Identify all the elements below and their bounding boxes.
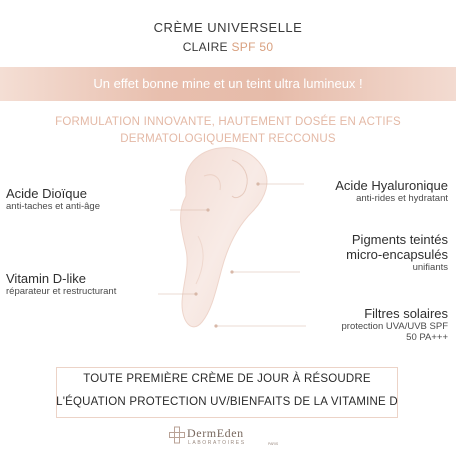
ingredient-desc: unifiants: [412, 262, 448, 273]
ingredient-desc: réparateur et restructurant: [6, 286, 117, 297]
ingredient-name: Vitamin D-like: [6, 271, 86, 286]
brand-tagline: LABORATOIRES: [188, 440, 246, 446]
claim-line-2: L'ÉQUATION PROTECTION UV/BIENFAITS DE LA VITAMINE D: [56, 396, 398, 408]
formula-line-2: DERMATOLOGIQUEMENT RECCONUS: [120, 133, 336, 145]
ingredient-acide-dioique: [6, 186, 100, 212]
ingredient-desc-line-1: protection UVA/UVB SPF: [341, 321, 448, 332]
ingredient-desc: anti-taches et anti-âge: [6, 201, 101, 212]
ingredient-name-line-1: Pigments teintés: [351, 232, 448, 247]
ingredient-name: Filtres solaires: [364, 306, 448, 321]
ingredient-desc-line-2: 50 PA+++: [406, 332, 448, 343]
ingredient-desc: anti-rides et hydratant: [356, 193, 448, 204]
claim-line-1: TOUTE PREMIÈRE CRÈME DE JOUR À RÉSOUDRE: [83, 373, 371, 385]
ingredient-filtres-solaires: [342, 306, 448, 343]
brand-cross-icon: [169, 426, 185, 444]
ingredient-name: Acide Dioïque: [6, 186, 87, 201]
brand-name: DermEden: [187, 426, 244, 440]
ingredient-name: Acide Hyaluronique: [335, 178, 448, 193]
product-title: CRÈME UNIVERSELLE: [153, 20, 303, 35]
subtitle-shade: CLAIRE: [182, 40, 232, 54]
ingredient-vitamin-d-like: [6, 271, 116, 297]
ingredient-pigments: [346, 232, 448, 273]
headline-text: Un effet bonne mine et un teint ultra lumineux !: [93, 76, 363, 91]
ingredient-acide-hyaluronique: [335, 178, 448, 204]
subtitle-spf: SPF 50: [231, 40, 274, 54]
ingredient-name-line-2: micro-encapsulés: [346, 247, 448, 262]
formula-line-1: FORMULATION INNOVANTE, HAUTEMENT DOSÉE EN ACTIFS: [55, 116, 401, 128]
brand-city: PARIS: [268, 442, 279, 446]
